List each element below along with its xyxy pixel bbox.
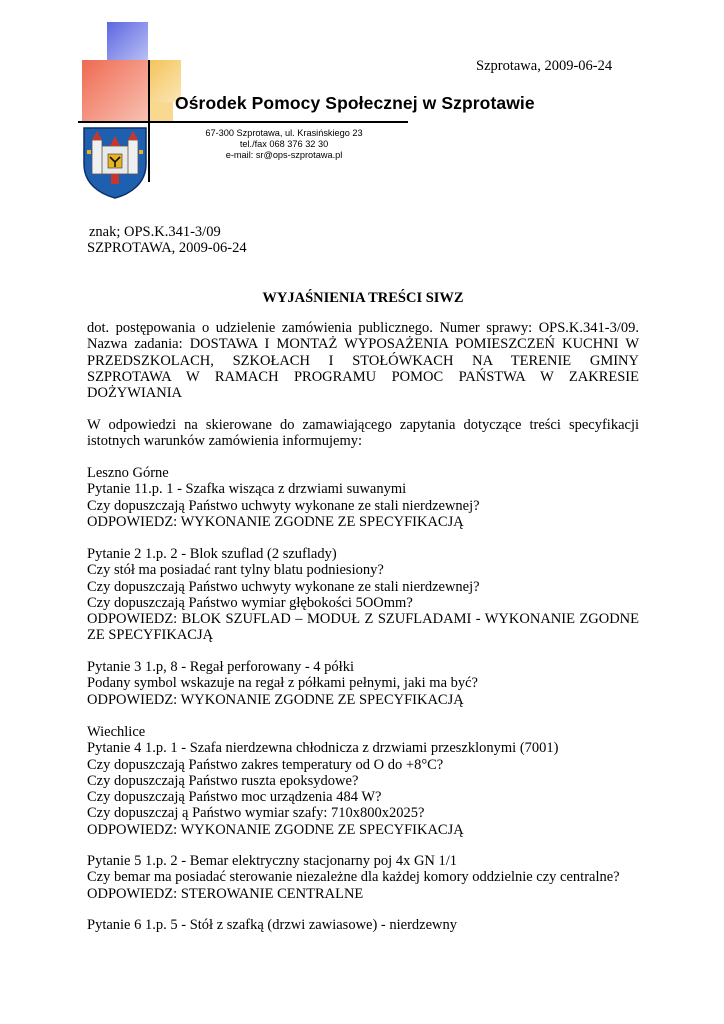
letter-date: Szprotawa, 2009-06-24 [476,58,613,74]
question-text: Czy dopuszczają Państwo uchwyty wykonane ze stali nierdzewnej? [87,497,480,514]
question-block-6 [87,917,639,933]
question-heading: Pytanie 6 1.p. 5 - Stół z szafką (drzwi zawiasowe) - nierdzewny [87,917,458,933]
logo-blue-square [107,22,148,60]
reference-sign: znak; OPS.K.341-3/09 [89,224,221,240]
question-text: Czy dopuszczają Państwo moc urządzenia 484 W? [87,789,382,806]
question-text: Podany symbol wskazuje na regał z półkami pełnymi, jaki ma być? [87,675,478,692]
document-title: WYJAŚNIENIA TREŚCI SIWZ [262,290,464,306]
question-text: Czy stół ma posiadać rant tylny blatu podniesiony? [87,562,384,579]
organization-address: 67-300 Szprotawa, ul. Krasińskiego 23 [205,128,363,138]
response-intro [87,417,639,450]
question-text: Czy dopuszczają Państwo uchwyty wykonane ze stali nierdzewnej? [87,578,480,595]
location-heading: Wiechlice [87,724,146,740]
question-text: Czy dopuszczają Państwo ruszta epoksydowe? [87,772,359,789]
question-text: Czy dopuszczają Państwo zakres temperatury od O do +8°C? [87,756,444,773]
location-heading: Leszno Górne [87,465,169,481]
question-heading: Pytanie 5 1.p. 2 - Bemar elektryczny stacjonarny poj 4x GN 1/1 [87,853,458,869]
intro-line: SZPROTAWA W RAMACH PROGRAMU POMOC PAŃSTWA W ZAKRESIE [87,368,639,385]
intro-line: Nazwa zadania: DOSTAWA I MONTAŻ WYPOSAŻENIA POMIESZCZEŃ KUCHNI W [87,336,639,353]
intro-line: PRZEDSZKOLACH, SZKOŁACH I STOŁÓWKACH NA TERENIE GMINY [87,352,639,369]
question-heading: Pytanie 11.p. 1 - Szafka wisząca z drzwiami suwanymi [87,481,407,498]
intro-paragraph [87,320,639,401]
section-wiechlice [87,724,639,838]
question-block-5 [87,853,639,902]
intro-line: dot. postępowania o udzielenie zamówienia publicznego. Numer sprawy: OPS.K.341-3/09. [87,320,639,336]
answer-text: ODPOWIEDZ: STEROWANIE CENTRALNE [87,885,364,902]
answer-text: ZE SPECYFIKACJĄ [87,627,214,644]
organization-email: e-mail: sr@ops-szprotawa.pl [225,150,343,160]
answer-text: ODPOWIEDZ: WYKONANIE ZGODNE ZE SPECYFIKACJĄ [87,691,464,708]
question-heading: Pytanie 3 1.p, 8 - Regał perforowany - 4 półki [87,659,354,675]
logo-yellow-lower [148,102,173,122]
question-block-3 [87,659,639,708]
organization-phone: tel./fax 068 376 32 30 [239,139,329,149]
question-text: Czy bemar ma posiadać sterowanie niezależne dla każdej komory oddzielnie czy centralne? [87,869,620,886]
question-block-2 [87,546,639,644]
reference-place-date: SZPROTAWA, 2009-06-24 [87,240,247,256]
question-heading: Pytanie 2 1.p. 2 - Blok szuflad (2 szuflady) [87,546,337,562]
section-leszno [87,465,639,530]
organization-name: Ośrodek Pomocy Społecznej w Szprotawie [175,93,535,113]
logo-red-square [82,60,148,122]
response-intro-line: W odpowiedzi na skierowane do zamawiającego zapytania dotyczące treści specyfikacji [87,417,639,433]
letterhead-horizontal-line [78,121,408,123]
question-heading: Pytanie 4 1.p. 1 - Szafa nierdzewna chłodnicza z drzwiami przeszklonymi (7001) [87,740,559,757]
question-text: Czy dopuszczają Państwo wymiar głębokości 5OOmm? [87,594,413,611]
answer-text: ODPOWIEDZ: WYKONANIE ZGODNE ZE SPECYFIKACJĄ [87,513,464,530]
answer-text: ODPOWIEDZ: WYKONANIE ZGODNE ZE SPECYFIKACJĄ [87,821,464,838]
coat-of-arms [82,126,148,200]
response-intro-line: istotnych warunków zamówienia informujemy: [87,433,363,450]
question-text: Czy dopuszczaj ą Państwo wymiar szafy: 710x800x2025? [87,805,425,822]
answer-text: ODPOWIEDZ: BLOK SZUFLAD – MODUŁ Z SZUFLADAMI - WYKONANIE ZGODNE [87,611,639,628]
intro-line: DOŻYWIANIA [87,385,183,402]
